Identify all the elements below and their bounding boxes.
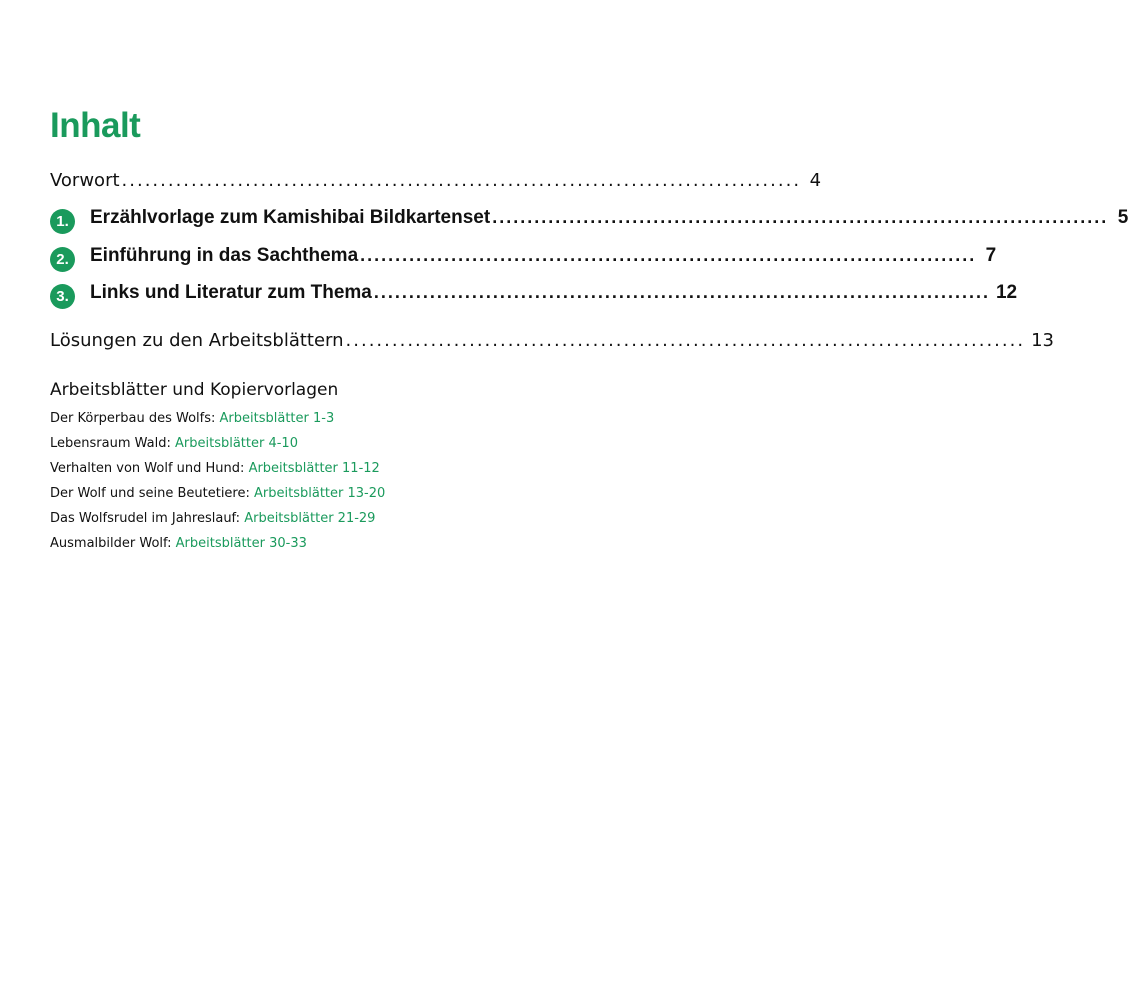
page-title: Inhalt: [50, 106, 141, 145]
worksheet-list: [50, 380, 650, 556]
dot-leader: ........................................................................................: [373, 282, 990, 302]
toc-page-number: 4: [809, 170, 822, 191]
toc-entry-chapter-2: [50, 245, 997, 273]
toc-label: Lösungen zu den Arbeitsblättern: [50, 330, 344, 351]
worksheet-topic: Ausmalbilder Wolf:: [50, 536, 172, 551]
dot-leader: ........................................................................................: [121, 170, 802, 191]
list-item: [50, 531, 650, 556]
dot-leader: ........................................................................................: [345, 330, 1026, 351]
chapter-number-badge: 3.: [50, 284, 75, 309]
worksheet-range: Arbeitsblätter 21-29: [244, 511, 376, 526]
worksheet-heading: Arbeitsblätter und Kopiervorlagen: [50, 380, 339, 400]
worksheet-topic: Der Körperbau des Wolfs:: [50, 411, 216, 426]
worksheet-topic: Der Wolf und seine Beutetiere:: [50, 486, 250, 501]
toc-label: Vorwort: [50, 170, 120, 191]
toc-page-number: 13: [1031, 330, 1054, 351]
chapter-number-badge: 2.: [50, 247, 75, 272]
toc-label: Erzählvorlage zum Kamishibai Bildkartenset: [90, 207, 491, 228]
worksheet-range: Arbeitsblätter 1-3: [219, 411, 335, 426]
toc-entry-chapter-1: [50, 207, 1128, 235]
worksheet-topic: Das Wolfsrudel im Jahreslauf:: [50, 511, 241, 526]
list-item: [50, 506, 650, 531]
toc-entry-chapter-3: [50, 282, 1018, 310]
list-item: [50, 481, 650, 506]
list-item: [50, 431, 650, 456]
toc-label: Links und Literatur zum Thema: [90, 282, 372, 303]
toc-entry-vorwort: [50, 170, 822, 198]
worksheet-topic: Verhalten von Wolf und Hund:: [50, 461, 245, 476]
list-item: [50, 456, 650, 481]
worksheet-range: Arbeitsblätter 30-33: [175, 536, 307, 551]
worksheet-range: Arbeitsblätter 13-20: [254, 486, 386, 501]
toc-page-number: 7: [985, 245, 997, 266]
toc-label: Einführung in das Sachthema: [90, 245, 359, 266]
toc-page-number: 5: [1117, 207, 1128, 228]
toc-page-number: 12: [995, 282, 1018, 303]
chapter-number-badge: 1.: [50, 209, 75, 234]
dot-leader: ........................................................................................: [360, 245, 977, 265]
list-item: [50, 406, 650, 431]
worksheet-topic: Lebensraum Wald:: [50, 436, 171, 451]
toc-entry-loesungen: [50, 330, 1054, 358]
dot-leader: ........................................................................................: [492, 207, 1109, 227]
worksheet-range: Arbeitsblätter 11-12: [248, 461, 380, 476]
worksheet-range: Arbeitsblätter 4-10: [175, 436, 298, 451]
